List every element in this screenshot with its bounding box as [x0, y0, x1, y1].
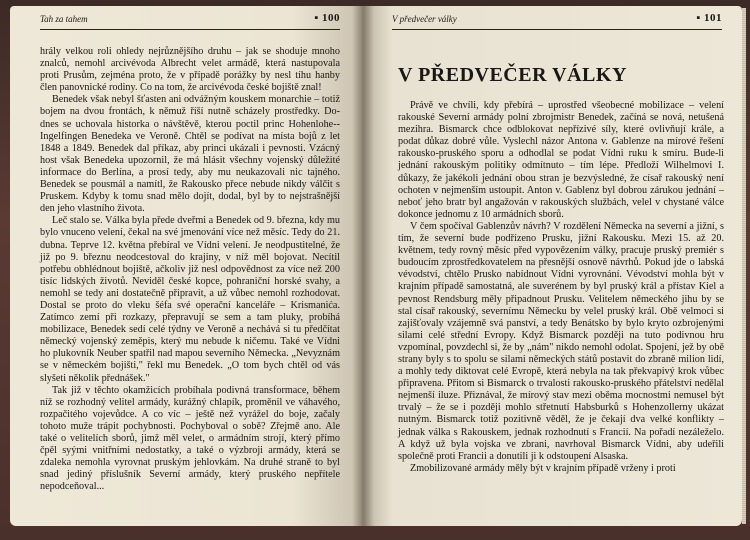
chapter-title: V PŘEDVEČER VÁLKY — [398, 64, 627, 86]
left-running-title: Tah za tahem — [40, 14, 88, 24]
right-page — [362, 6, 742, 526]
left-page — [10, 6, 362, 526]
left-paragraph: Leč stalo se. Válka byla přede dveřmi a Benedek od 9. března, kdy mu bylo vnuceno velení, čekal na své jmenování více než měsíc. Tedy do 21. dubna. Teprve 12. května přebíral ve Vídni velení. Je neodpustitelné, že již po 9. březnu neodcestoval do krajiny, v níž měl bojovat. Necítil potřebu obhlédnout bojiště, ačkoliv již nesl odpovědnost za více než 200 tisíc lidských životů. Neviděl české kopce, pohraniční horské svahy, a nemohl se tedy ani dostatečně připravit, a už vůbec nemohl rozhodovat. Dostal se proto do vleku šéfa své operační kanceláře – Krismanića. Zatímco zemí při rozkazy, přepravují se sem a tam pluky, probíhá mobilizace, Benedek sedí celé týdny ve Veroně a nechává si tu předčítat německý vojenský zeměpis, který mu nebude k ničemu. Také ve Vídni ho plukovník Neuber spatřil nad mapou severního Německa. „Nevyznám se v německém bojišti," řekl mu Benedek. „O tom bych chtěl od vás slyšeti několik přednášek." — [40, 215, 340, 384]
book-gutter — [352, 6, 374, 526]
left-header-rule — [40, 29, 340, 30]
left-paragraph: Benedek však nebyl šťasten ani odvážným kouskem monarchie – totiž bojem na dvou frontách, k němuž říší nutně scházely prostředky. Do-dnes se uchovala historka o návštěvě, kterou poctil princ Hohenlohe--Ingelfingen Benedeka ve Veroně. Chtěl se podívat na místa bojů z let 1848 a 1849. Benedek dal příkaz, aby princi ukázali i pevnosti. Vzácný host však Benedeka upozornil, že má hlásit všechny vojenský důležité informace do Berlína, a prosí tedy, aby mu neukazovali nic tajného. Benedek se pousmál a namítl, že Rakousko přece nebude nikdy válčit s Pruskem. Kdyby k tomu snad mělo dojít, dodal, byl by to nejstrašnější den jeho vlastního života. — [40, 94, 340, 215]
right-page-body — [398, 100, 724, 475]
right-page-header — [392, 14, 722, 30]
page-edges — [742, 8, 746, 524]
left-page-body — [40, 46, 340, 493]
right-paragraph: Zmobilizované armády měly být v krajním případě vrženy i proti — [410, 462, 676, 474]
right-page-number: ▪ 101 — [696, 12, 722, 24]
right-paragraph: Právě ve chvíli, kdy přebírá – uprostřed všeobecné mobilizace – velení rakouské Severní armády polní zbrojmistr Benedek, začíná se nová, netušená mezihra. Bismarck chce odblokovat nepřízivé síly, které ovlivňují krále, a podat důkaz dobré vůle. Vyslechl názor Antona v. Gablenze na mírové řešení rakousko-pruského sporu a odhodlal se podat Vídni ruku k smíru. Bude-li jednání rakouským politiky odmítnuto – tím lépe. Předloží Wilhelmovi I. důkazy, že jakékoli jednání obou stran je bezvýsledné, že císař rakouský není ochoten v nejmenším ustoupit. Anton v. Gablenz byl dobrou zárukou jednání – neboť jeho bratr byl angažován v rakouských službách, velel v chystané válce dokonce jednomu z 10 armádních sborů. — [398, 100, 724, 220]
left-paragraph: hrály velkou roli ohledy nejrůznějšího druhu – jak se shoduje mnoho znalců, nemohl arcivévoda Albrecht velet armádě, která nastupovala proti Prusům, zejména proto, že v případě porážky by nesl tíhu hanby člen panovnické rodiny. Co na tom, že arcivévoda české bojiště znal! — [40, 46, 340, 94]
left-page-number: ▪ 100 — [314, 12, 340, 24]
right-paragraph: V čem spočíval Gablenzův návrh? V rozdělení Německa na severní a jižní, s tím, že severní bude podřízeno Prusku, jižní Rakousku. Mezi 15. až 20. květnem, tedy rovný měsíc před vypovězením války, pracuje pruský premiér s budoucím zprostředkovatelem na přesnější osnově návrhů. Pokud jde o labská vévodství, chtělo Prusko nabídnout Vídni vyrovnání. Vévodství mohla být v krajním případě samostatná, ale suverénem by byl pruský král a přístav Kiel a pevnost Rendsburg měly připadnout Prusku. Velitelem německého jihu by se stal císař rakouský, severnímu Německu by velel pruský král. Obě velmoci si zajišťovaly vzájemně svá panství, a tedy Benátsko by bylo kryto ozbrojenými silami celé střední Evropy. Když Bismarck později na tuto podivnou hru vzpomínal, povzdechl si, že by „nám" nikdo nemohl odolat. Spojení, jež by obě strany byly s to spolu se silami německých států postavit do zbraně milion lidí, a mohly tedy diktovat celé Evropě, která nebyla na tak překvapivý krok vůbec připravena. Přitom si Bismarck o trvalosti rakousko-pruského přátelství nedělal nejmenší iluze. Přiznával, že mírový stav mezi oběma mocnostmi nemusel být trvalý – že se i později mohlo střetnutí Habsburků s Hohenzollerny ukázat nutným. Bismarck totiž pozitivně věděl, že je čekají dva velké konflikty – jednak válka s Rakouskem, jednak rozhodnutí s Francií. Na pořadí nezáleželo. A když už byla vojska ve zbrani, navrhoval Bismarck Vídni, aby udeřili společně proti Francii a donutili ji k odstoupení Alsaska. — [398, 220, 724, 462]
left-paragraph: Tak již v těchto okamžicích probíhala podivná transformace, během níž se rozhodný velitel armády, kurážný chlapík, proměnil ve váhavého, rozpačitého vojevůdce. A co víc – ještě než vyrážel do boje, začaly tohoto muže trápit pochybnosti. Pochyboval o sobě? Zřejmě ano. Ale také o velitelích sborů, jimž měl velet, o armádním strojí, který přímo čpěl syými vnitřními nedostatky, a také o výzbroji armády, která se zdaleka nemohla vyrovnat pruským jehlovkám. Na druhé straně to byl snad jediný příslušník Severní armády, který pruského nepřítele nepodceňoval... — [40, 384, 340, 493]
right-header-rule — [392, 29, 722, 30]
left-page-header — [40, 14, 340, 30]
right-running-title: V předvečer války — [392, 14, 457, 24]
